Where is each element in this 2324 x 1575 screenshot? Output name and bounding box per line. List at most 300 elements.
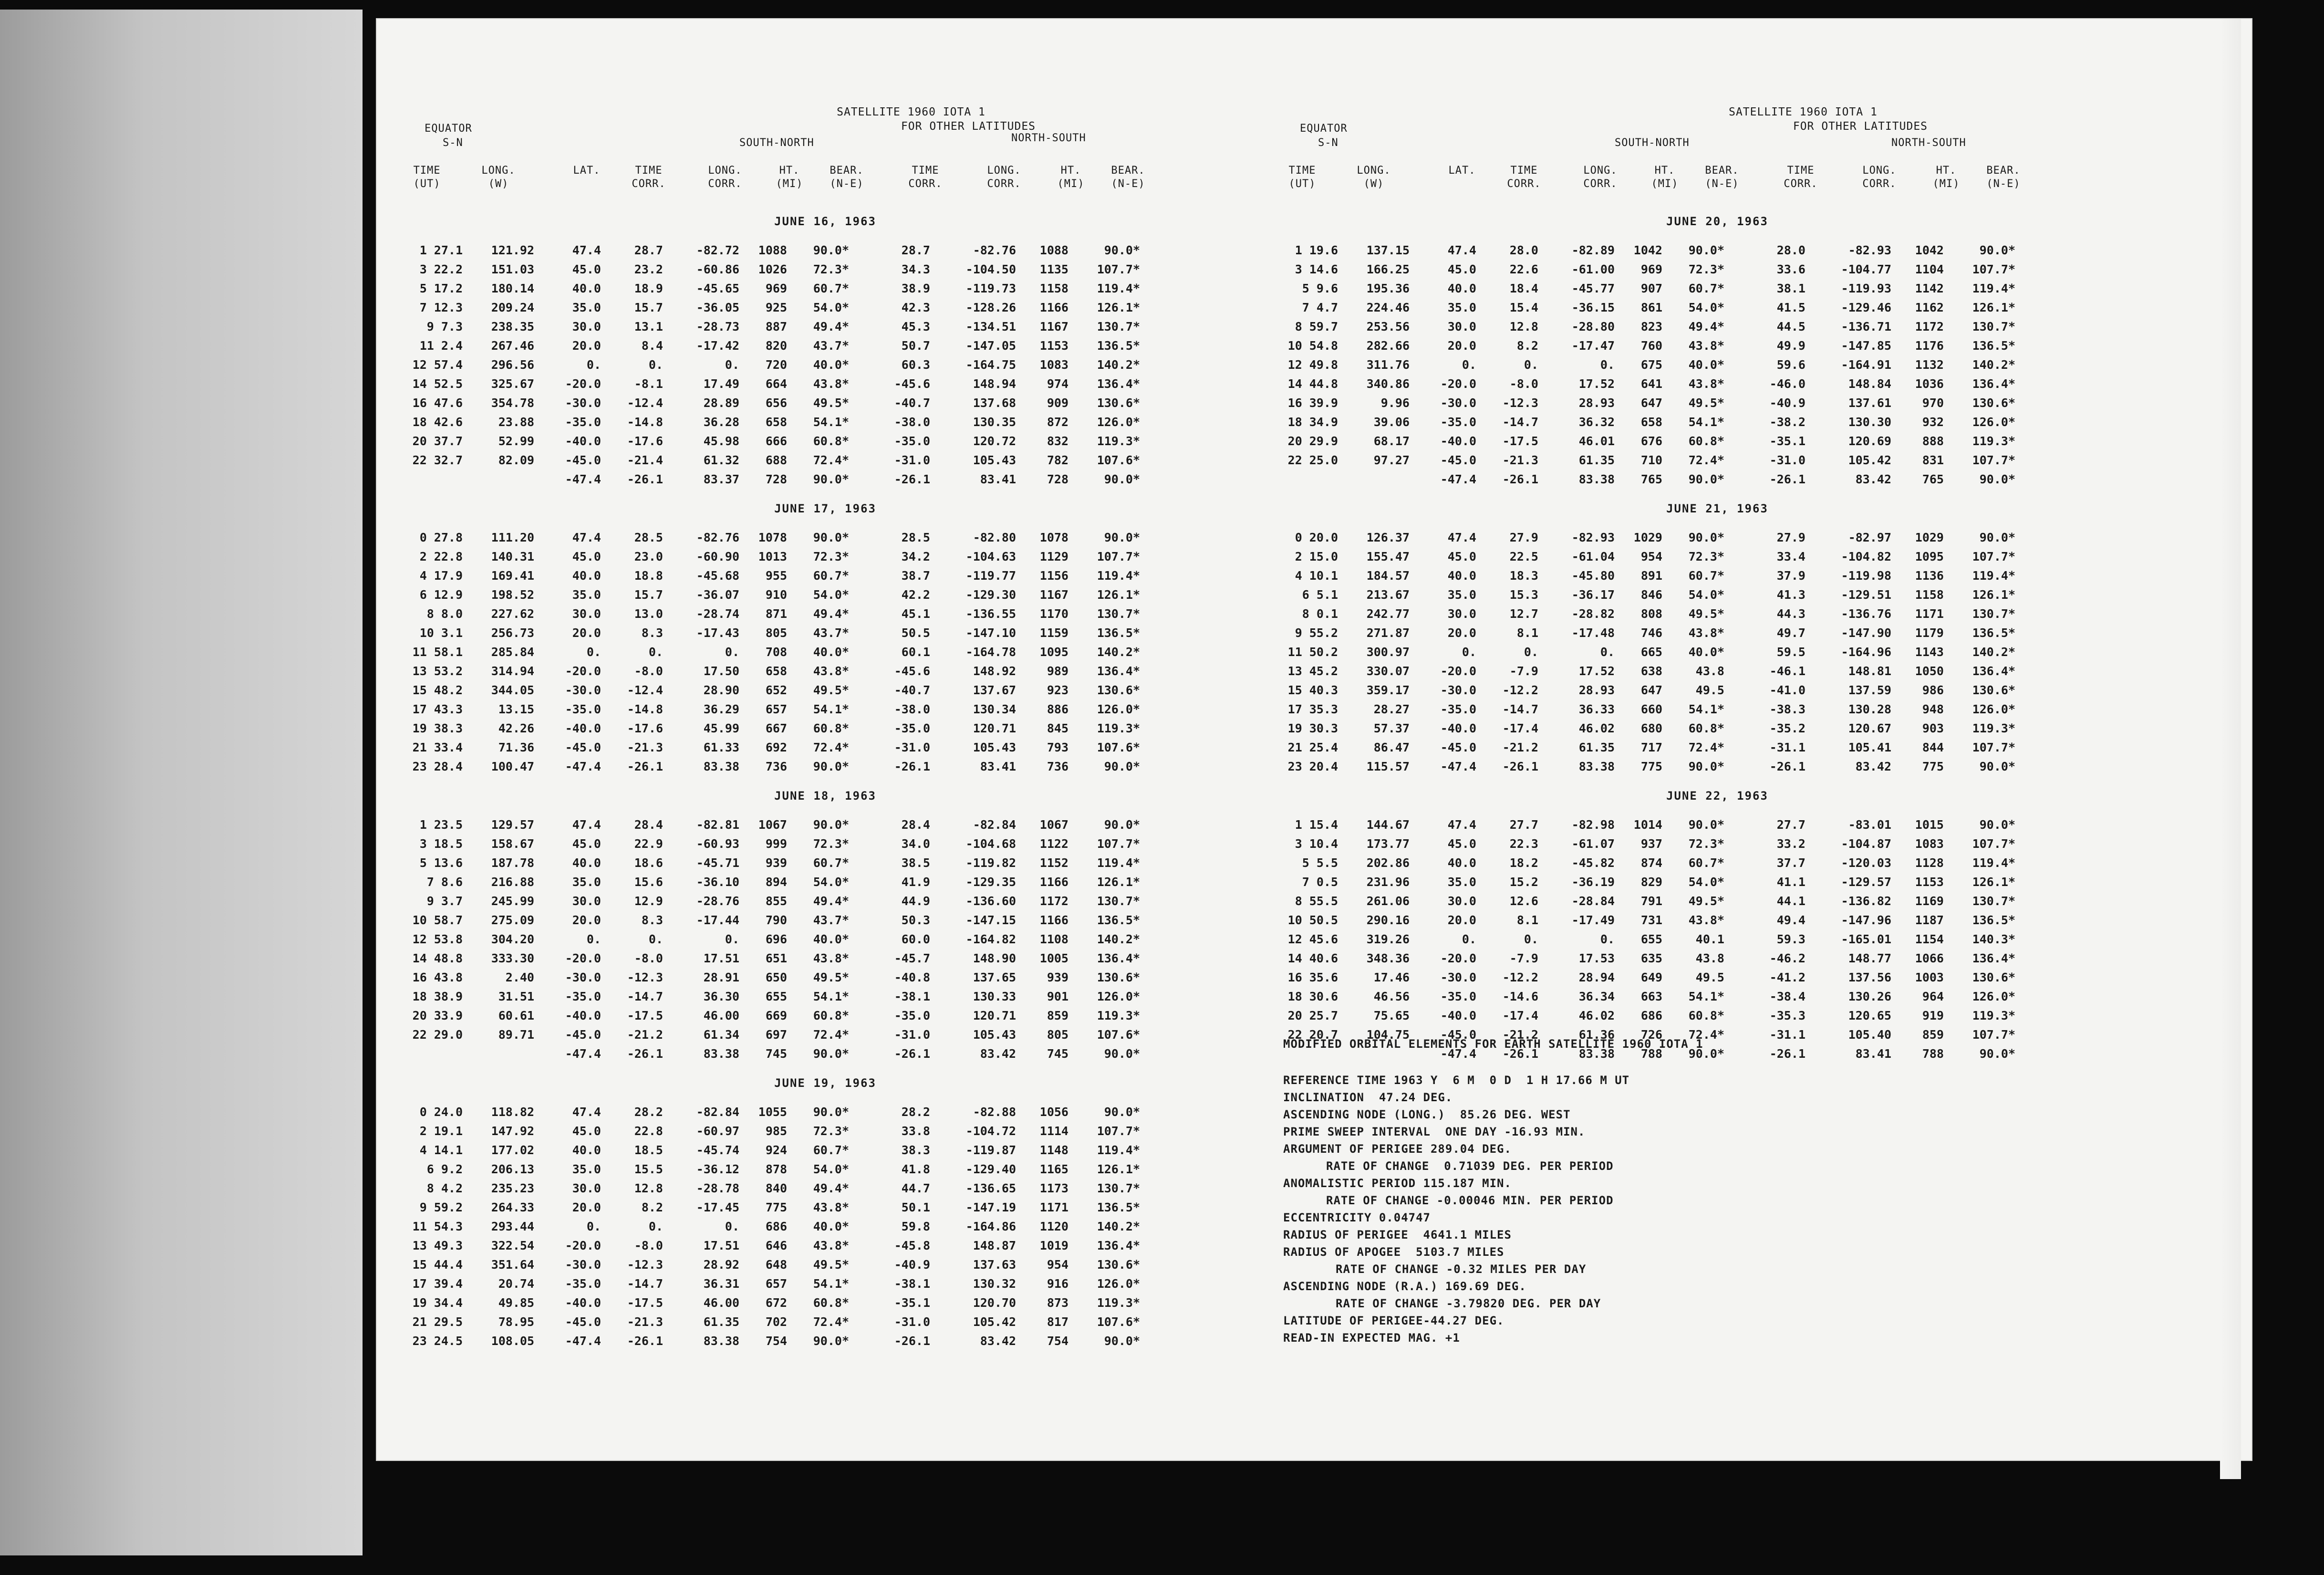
table-cell: 894: [765, 875, 787, 889]
table-cell: -21.3: [627, 740, 663, 754]
table-cell: 9 7.3: [426, 319, 463, 334]
table-cell: 1166: [1039, 300, 1069, 314]
table-cell: 41.9: [901, 875, 930, 889]
table-cell: -45.7: [894, 951, 930, 965]
table-cell: 60.8*: [813, 1295, 849, 1310]
table-cell: -28.82: [1571, 606, 1615, 621]
table-cell: 0.: [1524, 932, 1538, 946]
table-cell: [405, 469, 463, 489]
table-cell: 669: [765, 1008, 787, 1022]
table-cell: 120.71: [973, 1008, 1016, 1022]
table-cell: 44.1: [1776, 894, 1805, 908]
table-cell: -136.76: [1841, 606, 1891, 621]
table-cell: 0.: [1600, 357, 1615, 372]
table-row: [405, 680, 1140, 699]
table-cell: 10 58.7: [412, 913, 463, 927]
table-cell: 49.4*: [813, 606, 849, 621]
table-row: [405, 719, 1140, 738]
table-cell: 108.05: [491, 1334, 534, 1348]
table-row: [405, 240, 1140, 260]
table-cell: -12.3: [1502, 396, 1538, 410]
table-cell: 16 43.8: [412, 970, 463, 984]
table-cell: 90.0*: [813, 1105, 849, 1119]
table-cell: 60.8*: [1688, 434, 1724, 448]
table-cell: 1159: [1039, 626, 1069, 640]
left-day-block: [405, 1073, 1245, 1350]
table-cell: 28.4: [901, 817, 930, 832]
table-cell: 130.7*: [1972, 319, 2015, 334]
table-cell: 54.0*: [1688, 587, 1724, 602]
table-cell: 5 5.5: [1302, 855, 1338, 870]
table-cell: 105.43: [973, 1027, 1016, 1042]
table-cell: 974: [1047, 376, 1069, 391]
table-cell: 12.8: [634, 1181, 663, 1195]
left-title-block: [405, 105, 1245, 134]
table-cell: 60.7*: [813, 568, 849, 583]
table-cell: 1172: [1915, 319, 1944, 334]
table-cell: 43.8*: [1688, 913, 1724, 927]
table-cell: 28.5: [634, 530, 663, 544]
table-row: [1281, 719, 2015, 738]
table-cell: 36.28: [703, 415, 739, 429]
table-row: [1281, 260, 2015, 279]
table-cell: -28.74: [696, 606, 739, 621]
table-cell: 663: [1640, 989, 1662, 1003]
table-cell: 859: [1922, 1027, 1944, 1042]
table-cell: 45.0: [1447, 262, 1476, 276]
table-cell: -17.49: [1571, 913, 1615, 927]
table-cell: 20.0: [1447, 338, 1476, 353]
table-cell: 18.3: [1509, 568, 1538, 583]
table-cell: 23.2: [634, 262, 663, 276]
table-cell: 23 28.4: [412, 759, 463, 773]
table-cell: 105.40: [1848, 1027, 1891, 1042]
table-cell: 50.1: [901, 1200, 930, 1214]
table-cell: 0.: [586, 645, 601, 659]
table-cell: 83.38: [703, 759, 739, 773]
table-cell: 15 40.3: [1287, 683, 1338, 697]
table-cell: 119.4*: [1097, 1143, 1140, 1157]
table-cell: 78.95: [498, 1314, 534, 1329]
table-cell: -36.12: [696, 1162, 739, 1176]
table-cell: -119.87: [965, 1143, 1016, 1157]
left-subtitle: FOR OTHER LATITUDES: [901, 120, 1036, 133]
table-cell: -45.0: [565, 1027, 601, 1042]
table-cell: 38.5: [901, 855, 930, 870]
table-cell: 49.5*: [813, 396, 849, 410]
table-cell: 27.9: [1776, 530, 1805, 544]
table-cell: 46.56: [1373, 989, 1410, 1003]
table-cell: 129.57: [491, 817, 534, 832]
table-cell: 1187: [1915, 913, 1944, 927]
table-cell: -45.6: [894, 376, 930, 391]
table-cell: 1108: [1039, 932, 1069, 946]
left-day-block: [405, 211, 1245, 489]
element-line: RADIUS OF PERIGEE 4641.1 MILES: [1283, 1228, 1512, 1241]
table-cell: -35.0: [894, 721, 930, 735]
table-cell: -35.0: [565, 1276, 601, 1291]
table-cell: 45.0: [572, 1124, 601, 1138]
table-cell: 27.9: [1509, 530, 1538, 544]
table-cell: -17.4: [1502, 721, 1538, 735]
table-cell: 71.36: [498, 740, 534, 754]
background-card: [0, 10, 363, 1555]
day-title: JUNE 18, 1963: [774, 789, 876, 803]
table-cell: -21.3: [627, 1314, 663, 1329]
table-cell: 728: [765, 472, 787, 486]
table-cell: -45.82: [1571, 855, 1615, 870]
table-row: [405, 374, 1140, 393]
table-cell: 137.67: [973, 683, 1016, 697]
table-cell: 17.49: [703, 376, 739, 391]
table-cell: 119.3*: [1097, 1295, 1140, 1310]
table-cell: 107.7*: [1972, 740, 2015, 754]
table-cell: -26.1: [1502, 472, 1538, 486]
table-cell: 8.2: [641, 1200, 663, 1214]
table-cell: 10 3.1: [419, 626, 463, 640]
table-cell: 0.: [586, 357, 601, 372]
table-cell: -45.0: [1440, 453, 1476, 467]
table-cell: 83.38: [1578, 1046, 1615, 1061]
table-cell: 130.7*: [1097, 319, 1140, 334]
table-cell: 20 37.7: [412, 434, 463, 448]
table-cell: 23.0: [634, 549, 663, 563]
table-cell: 231.96: [1366, 875, 1410, 889]
table-cell: 652: [765, 683, 787, 697]
table-cell: -104.87: [1841, 836, 1891, 851]
table-cell: 130.28: [1848, 702, 1891, 716]
table-cell: 105.41: [1848, 740, 1891, 754]
table-cell: 50.3: [901, 913, 930, 927]
table-cell: -26.1: [627, 1334, 663, 1348]
table-cell: -31.0: [1769, 453, 1805, 467]
table-cell: 61.34: [703, 1027, 739, 1042]
left-col-ht: HT. (MI): [776, 165, 803, 190]
table-cell: 1162: [1915, 300, 1944, 314]
table-cell: 754: [765, 1334, 787, 1348]
table-cell: 49.4: [1776, 913, 1805, 927]
table-cell: 126.37: [1366, 530, 1410, 544]
element-line: ECCENTRICITY 0.04747: [1283, 1211, 1431, 1224]
table-cell: 702: [765, 1314, 787, 1329]
table-cell: 1042: [1633, 243, 1662, 257]
table-cell: 180.14: [491, 281, 534, 295]
table-cell: 22 20.7: [1287, 1027, 1338, 1042]
table-cell: -31.0: [894, 453, 930, 467]
table-cell: 126.1*: [1097, 587, 1140, 602]
table-cell: 40.0: [1447, 568, 1476, 583]
table-cell: 130.6*: [1097, 970, 1140, 984]
table-cell: 54.0*: [1688, 300, 1724, 314]
table-cell: 166.25: [1366, 262, 1410, 276]
table-row: [405, 738, 1140, 757]
element-line: ASCENDING NODE (R.A.) 169.69 DEG.: [1283, 1280, 1526, 1293]
table-cell: -136.65: [965, 1181, 1016, 1195]
table-cell: -26.1: [627, 759, 663, 773]
table-row: [1281, 757, 2015, 776]
table-cell: 15 44.4: [412, 1257, 463, 1272]
table-cell: 808: [1640, 606, 1662, 621]
table-cell: 22 32.7: [412, 453, 463, 467]
table-cell: 43.8*: [813, 1200, 849, 1214]
table-row: [405, 1198, 1140, 1217]
table-cell: 333.30: [491, 951, 534, 965]
table-cell: 130.7*: [1972, 894, 2015, 908]
table-cell: 27.7: [1776, 817, 1805, 832]
table-cell: 891: [1640, 568, 1662, 583]
table-cell: -41.2: [1769, 970, 1805, 984]
table-cell: 209.24: [491, 300, 534, 314]
table-cell: 675: [1640, 357, 1662, 372]
table-cell: 36.33: [1578, 702, 1615, 716]
table-cell: 3 18.5: [419, 836, 463, 851]
table-cell: 658: [765, 415, 787, 429]
table-cell: 20 29.9: [1287, 434, 1338, 448]
table-cell: 1158: [1039, 281, 1069, 295]
table-cell: 42.2: [901, 587, 930, 602]
table-cell: 33.2: [1776, 836, 1805, 851]
table-cell: -20.0: [1440, 664, 1476, 678]
table-cell: 939: [765, 855, 787, 870]
table-cell: 22.6: [1509, 262, 1538, 276]
left-day-block: [405, 498, 1245, 776]
table-cell: 130.26: [1848, 989, 1891, 1003]
table-cell: 60.8*: [1688, 721, 1724, 735]
table-cell: 5 17.2: [419, 281, 463, 295]
table-cell: -26.1: [894, 1334, 930, 1348]
table-cell: 1122: [1039, 836, 1069, 851]
table-row: [405, 412, 1140, 431]
table-cell: 1143: [1915, 645, 1944, 659]
table-cell: 83.37: [703, 472, 739, 486]
table-cell: 887: [765, 319, 787, 334]
table-cell: 954: [1640, 549, 1662, 563]
table-cell: 46.00: [703, 1295, 739, 1310]
right-satellite-title: SATELLITE 1960 IOTA 1: [1729, 106, 1878, 118]
table-cell: 1152: [1039, 855, 1069, 870]
table-cell: -28.76: [696, 894, 739, 908]
table-cell: 40.0*: [813, 357, 849, 372]
table-cell: 54.0*: [813, 1162, 849, 1176]
table-cell: -147.10: [965, 626, 1016, 640]
table-cell: -45.65: [696, 281, 739, 295]
table-row: [1281, 355, 2015, 374]
table-cell: 15.3: [1509, 587, 1538, 602]
table-cell: 130.7*: [1972, 606, 2015, 621]
table-cell: -35.3: [1769, 1008, 1805, 1022]
table-cell: -35.1: [894, 1295, 930, 1310]
table-cell: 136.4*: [1972, 951, 2015, 965]
table-cell: 4 10.1: [1295, 568, 1338, 583]
table-cell: -14.7: [1502, 702, 1538, 716]
table-cell: 49.9: [1776, 338, 1805, 353]
table-cell: 40.0*: [813, 932, 849, 946]
table-cell: 17.50: [703, 664, 739, 678]
table-cell: 30.0: [572, 319, 601, 334]
right-col-time: TIME (UT): [1288, 165, 1316, 190]
table-cell: 43.8: [1695, 664, 1724, 678]
table-cell: 36.31: [703, 1276, 739, 1291]
table-row: [1281, 336, 2015, 355]
table-cell: 130.33: [973, 989, 1016, 1003]
table-cell: 72.3*: [813, 549, 849, 563]
table-cell: 1042: [1915, 243, 1944, 257]
table-cell: 23 24.5: [412, 1334, 463, 1348]
table-cell: -147.19: [965, 1200, 1016, 1214]
table-cell: -128.26: [965, 300, 1016, 314]
table-cell: 107.7*: [1972, 1027, 2015, 1042]
table-cell: 126.0*: [1097, 702, 1140, 716]
table-cell: 140.2*: [1097, 357, 1140, 372]
table-cell: -40.8: [894, 970, 930, 984]
table-cell: 119.3*: [1097, 434, 1140, 448]
table-cell: -82.97: [1848, 530, 1891, 544]
table-cell: 1104: [1915, 262, 1944, 276]
table-cell: 49.5: [1695, 683, 1724, 697]
table-cell: 1014: [1633, 817, 1662, 832]
table-row: [1281, 317, 2015, 336]
table-cell: 61.35: [1578, 740, 1615, 754]
table-cell: 49.4*: [1688, 319, 1724, 334]
table-cell: 861: [1640, 300, 1662, 314]
table-cell: 1 15.4: [1295, 817, 1338, 832]
table-cell: 40.0*: [813, 1219, 849, 1233]
table-cell: -45.0: [1440, 1027, 1476, 1042]
table-cell: 823: [1640, 319, 1662, 334]
table-cell: 90.0*: [1979, 472, 2015, 486]
table-cell: 18.6: [634, 855, 663, 870]
table-cell: -35.0: [894, 434, 930, 448]
table-row: [405, 260, 1140, 279]
table-cell: 903: [1922, 721, 1944, 735]
table-cell: 344.05: [491, 683, 534, 697]
left-col-bear-ns: BEAR. (N-E): [1111, 165, 1145, 190]
table-cell: 13.15: [498, 702, 534, 716]
ephemeris-table: [1281, 815, 2015, 1063]
table-row: [405, 566, 1140, 585]
table-cell: 72.3*: [1688, 836, 1724, 851]
table-cell: 107.7*: [1097, 549, 1140, 563]
table-cell: 28.2: [901, 1105, 930, 1119]
day-title: JUNE 17, 1963: [774, 502, 876, 515]
table-cell: 90.0*: [1104, 817, 1140, 832]
table-row: [1281, 872, 2015, 891]
table-cell: 37.7: [1776, 855, 1805, 870]
table-row: [405, 604, 1140, 623]
table-cell: -31.0: [894, 1314, 930, 1329]
table-cell: 4 14.1: [419, 1143, 463, 1157]
table-cell: 36.30: [703, 989, 739, 1003]
table-cell: 726: [1640, 1027, 1662, 1042]
table-cell: 43.7*: [813, 913, 849, 927]
table-cell: 40.0: [1447, 855, 1476, 870]
table-cell: 22 29.0: [412, 1027, 463, 1042]
table-cell: 126.1*: [1972, 875, 2015, 889]
table-cell: -129.40: [965, 1162, 1016, 1176]
table-cell: -8.1: [634, 376, 663, 391]
table-cell: 59.3: [1776, 932, 1805, 946]
table-cell: -45.0: [565, 1314, 601, 1329]
table-cell: 18 34.9: [1287, 415, 1338, 429]
table-cell: -40.0: [565, 1295, 601, 1310]
table-cell: 9 55.2: [1295, 626, 1338, 640]
table-cell: 765: [1640, 472, 1662, 486]
table-cell: 16 35.6: [1287, 970, 1338, 984]
table-cell: -129.46: [1841, 300, 1891, 314]
table-cell: 54.1*: [813, 989, 849, 1003]
table-cell: 60.61: [498, 1008, 534, 1022]
table-cell: 120.71: [973, 721, 1016, 735]
table-cell: 130.6*: [1972, 683, 2015, 697]
table-cell: 155.47: [1366, 549, 1410, 563]
table-cell: 1083: [1915, 836, 1944, 851]
table-cell: 1 23.5: [419, 817, 463, 832]
right-col-time-corr-ns: TIME CORR.: [1784, 165, 1818, 190]
table-row: [1281, 699, 2015, 719]
table-cell: 657: [765, 1276, 787, 1291]
table-cell: -104.72: [965, 1124, 1016, 1138]
table-cell: 54.1*: [1688, 702, 1724, 716]
table-cell: 45.0: [572, 836, 601, 851]
day-title: JUNE 16, 1963: [774, 215, 876, 228]
table-cell: 137.56: [1848, 970, 1891, 984]
table-cell: 964: [1922, 989, 1944, 1003]
table-cell: 140.2*: [1097, 932, 1140, 946]
table-cell: 90.0*: [1688, 817, 1724, 832]
table-cell: 83.42: [980, 1334, 1016, 1348]
table-row: [405, 987, 1140, 1006]
table-cell: 35.0: [1447, 300, 1476, 314]
table-cell: 213.67: [1366, 587, 1410, 602]
table-cell: 60.3: [901, 357, 930, 372]
table-cell: 15.2: [1509, 875, 1538, 889]
table-cell: 90.0*: [813, 530, 849, 544]
table-cell: 86.47: [1373, 740, 1410, 754]
table-cell: -47.4: [1440, 759, 1476, 773]
table-cell: 708: [765, 645, 787, 659]
table-cell: 7 8.6: [426, 875, 463, 889]
table-cell: 83.42: [980, 1046, 1016, 1061]
table-cell: 90.0*: [813, 759, 849, 773]
table-cell: 28.94: [1578, 970, 1615, 984]
table-cell: 17.52: [1578, 664, 1615, 678]
table-cell: -17.47: [1571, 338, 1615, 353]
table-cell: 45.0: [572, 549, 601, 563]
table-row: [1281, 834, 2015, 853]
table-cell: 14 44.8: [1287, 376, 1338, 391]
table-cell: -36.19: [1571, 875, 1615, 889]
ephemeris-table: [1281, 528, 2015, 776]
table-cell: 11 50.2: [1287, 645, 1338, 659]
table-cell: 35.0: [572, 1162, 601, 1176]
table-cell: 1136: [1915, 568, 1944, 583]
table-cell: 656: [765, 396, 787, 410]
table-row: [1281, 585, 2015, 604]
day-title: JUNE 22, 1963: [1666, 789, 1768, 803]
table-cell: 11 58.1: [412, 645, 463, 659]
table-cell: 805: [765, 626, 787, 640]
table-cell: -136.82: [1841, 894, 1891, 908]
table-cell: 15.7: [634, 300, 663, 314]
table-row: [405, 298, 1140, 317]
table-row: [405, 1312, 1140, 1331]
table-cell: 83.41: [980, 472, 1016, 486]
table-cell: 126.0*: [1097, 1276, 1140, 1291]
table-cell: 264.33: [491, 1200, 534, 1214]
table-cell: -60.93: [696, 836, 739, 851]
left-day-tables: [405, 211, 1245, 1350]
table-cell: -60.86: [696, 262, 739, 276]
